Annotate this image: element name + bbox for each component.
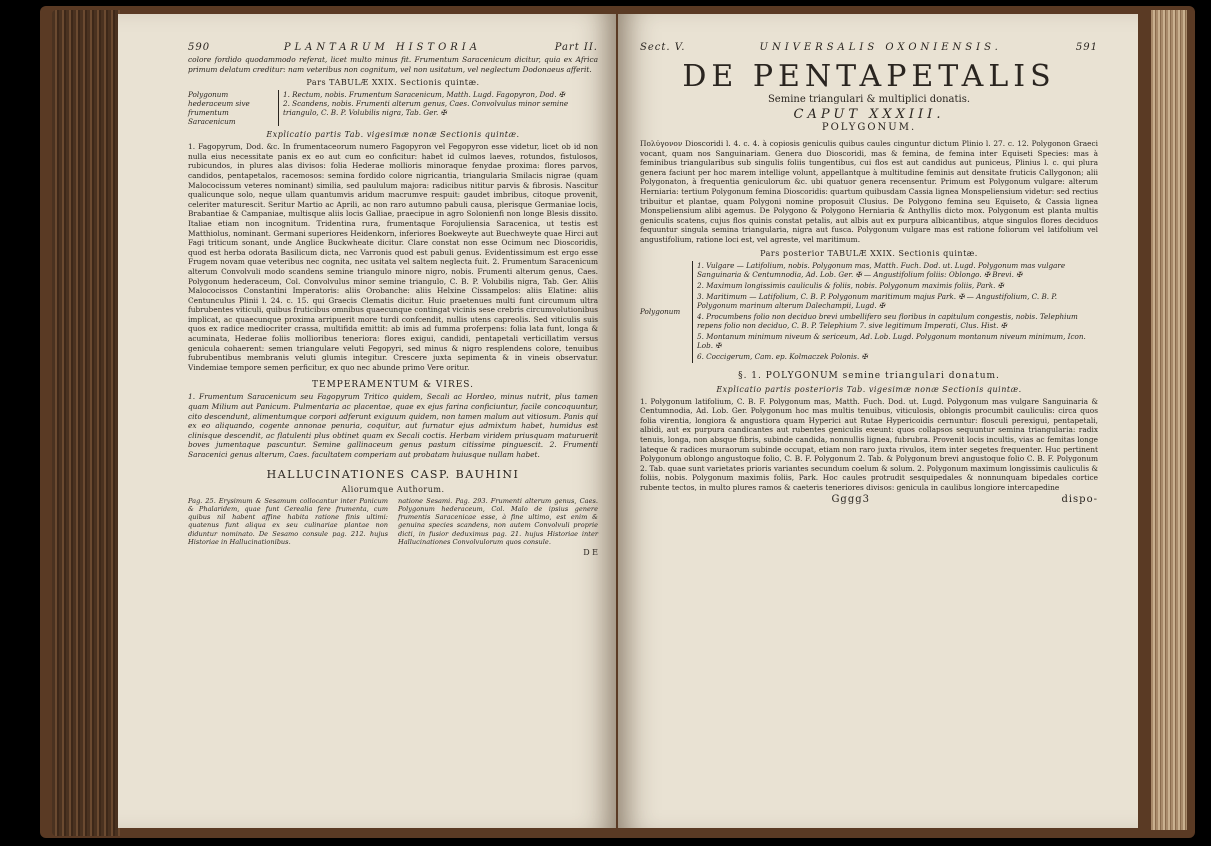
right-page: [618, 14, 1138, 828]
right-running-header: [640, 42, 1098, 53]
genus-heading: POLYGONUM.: [821, 122, 917, 133]
temperament-heading: TEMPERAMENTUM & VIRES.: [312, 380, 474, 391]
left-page: [118, 14, 616, 828]
hallucination-columns: [188, 497, 598, 547]
tree-label: Polygonum: [640, 261, 693, 363]
left-page-edges: [52, 10, 120, 836]
temperament-text: 1. Frumentum Saracenicum seu Fagopyrum Tritico quidem, Secali ac Hordeo, minus nutrit, plus tamen quam Milium aut Panicum. Pulmentaria ac placentae, quae ex ejus farina conficiuntur, facile concoquuntur, cito descendunt, alimentumque corpori adferunt exiguum quidem, non tamen malum aut vitiosum. Panis qui ex eo aliquando, cogente annonae penuria, coquitur, aut furnatur ejus admixtum habet, humidus est clinisque descendit, ac flatulenti plus obtinet quam ex Secali coctis. Herbam viridem priusquam maturuerit boves jumentaque pascuntur. Semine gallinaceum genus pastum citissime pinguescit. 2. Frumenti Saracenici genus alterum, Caes. facultatem comperiam aut probatam huiusque nullam habet.: [188, 392, 598, 459]
right-footer: [640, 494, 1098, 505]
right-page-edges: [1151, 10, 1187, 830]
left-catchword: D E: [583, 548, 598, 558]
chapter-subtitle: Semine triangulari & multiplici donatis.: [767, 94, 971, 105]
right-running-title: UNIVERSALIS OXONIENSIS.: [759, 42, 1002, 53]
left-running-title: PLANTARUM HISTORIA: [283, 42, 481, 53]
polygonum-tree: [640, 261, 1098, 363]
tree-items: [697, 261, 1098, 363]
synopsis-item: 1. Rectum, nobis. Frumentum Saracenicum, Matth. Lugd. Fagopyron, Dod. ✠: [283, 90, 565, 100]
left-table-heading: Pars TABULÆ XXIX. Sectionis quintæ.: [306, 78, 480, 88]
hallucination-heading: HALLUCINATIONES CASP. BAUHINI: [266, 467, 520, 481]
right-page-content: [640, 42, 1098, 507]
left-body-text: 1. Fagopyrum, Dod. &c. In frumentaceorum numero Fagopyron vel Fegopyron esse videtur, licet ob id non nulla eius necessitate panis ex eo aut cum eo conficitur: habet id culmos laeves, rotundos, fistulosos, rubicundos, in plures alas divisos: folia Hederae mollioris minoraque fenydae proxima: flores parvos, candidos, pentapetalos, racemosos: semina fordido colore nigricantia, triangularia Smilacis nigrae (quam Malococissum veteres nominant) similia, sed paululum majora: radicibus nititur parvis & fibrosis. Nascitur qualicunque solo, neque ullam quantumvis aridum macrumve respuit: gaudet imbribus, citoque provenit, celeriter maturescit. Seritur Martio ac Aprili, ac non raro autumno pabuli causa, plerisque Germaniae locis, Brabantiae & Campaniae, multisque aliis locis Galliae, praecipue in agro Solonienfi non longe Blesis dissito. Italiae etiam non incognitum. Tridentina rura, frumentaque Forojuliensia Saracenica, ut testis est Matthiolus, nominant. Germani superiores Heidenkorn, inferiores Boekweyte aut Buechweyte quae Hirci aut Fagi triticum sonant, unde Anglice Buckwheate dicitur. Clare constat non esse Ocimum nec Dioscoridis, quod est herba odorata Basilicum dicta, nec Varronis quod est pabuli genus. Evidentissimum est ergo esse Frugem novam quae veteribus nec cognita, nec usitata vel saltem neglecta fuit. 2. Frumentum Saracenicum alterum Convolvuli modo scandens semine triangulo minore nigro, nobis. Frumenti alterum genus, Caes. Polygonum hederaceum, Col. Convolvulus minor semine triangulo, C. B. P. Volubilis nigra, Tab. Ger. Aliis Malococissos Constantini Imperatoris: aliis Orobanche: aliis Helxine Cissampelos: aliis Elatine: aliis Centunculus Plinii l. 24. c. 15. qui Graecis Clematis dicitur. Huic praetenues multi funt circumum ultra fubrubentes viticuli, quibus fruticibus omnibus quaecunque contingat vicinis sese crebris circumvolutionibus implicat, ac quaecunque proxima arripuerit more turdi confcendit, nullis utens capreolis. Sed viticulis suis quos ex radice mediocriter crassa, multifida emittit: ab imis ad fumma proferpens: folia lata funt, longa & acuminata, Hederae foliis mollioribus teneriora: flores exigui, candidi, pentapetali verticillatim versus genicula cohaerent: semen triangulare veluti Fegopyri, sed minus & nigro resplendens colore, tenuibus fubrubentibus membranis veluti glumis integitur. Crescere juxta sepimenta & in vineis observatur. Vindemiae tempore semen perficitur, ex quo nec abunde primo Vere oritur.: [188, 142, 598, 372]
hallucination-column-1: Pag. 25. Erysimum & Sesamum collocantur inter Panicum & Phalaridem, quae funt Cerealia fere frumenta, cum quibus nil habent affine habita ratione finis ultimi: quatenus funt aliqua ex seu culinariae plantae non diduntur nominato. De Sesamo consule pag. 212. hujus Historiae in Hallucinationibus.: [188, 496, 388, 547]
hallucination-column-2: natione Sesami. Pag. 293. Frumenti alterum genus, Caes. Polygonum hederaceum, Col. Malo de ipsius genere frumentis Saracenicae esse, à fine ultimo, est enim & genuina species scandens, non autem Convolvuli proprie dicti, in fusior deduximus pag. 21. hujus Historiae inter Hallucinationes Convolvulorum quos consule.: [398, 496, 598, 547]
right-intro-text: Πολύγονον Dioscoridi l. 4. c. 4. à copiosis geniculis quibus caules cinguntur dictum Plinio l. 27. c. 12. Polygonon Graeci vocant, quam nos Sanguinariam. Genera duo Dioscoridi, mas & femina, de femina inter Equiseti Species: mas à feminibus triangularibus sub singulis foliis tungentibus, cui flos est aut candidus aut puniceus, Plinius l. c. qui plura genera faciunt per hoc marem intellige volunt, appellantque à multitudine feminis aut densitate fruticis Callygonon; alii Polygonaton, à frequentia geniculorum &c. ubi quatuor genera recensentur. Primum est Polygonum vulgare: alterum Herniaria: tertium Polygonum femina Dioscoridis: quartum quibusdam Cassia lignea Monspeliensium videtur: sed rectius tribuitur et plantae, quam Polygoni nomine proposuit Clusius. De Polygono femina seu Equiseto, & Cassia lignea Monspeliensium alibi agemus. De Polygono & Polygono Herniaria & Anthyllis dicto mox. Polygonum est planta multis geniculis scatens, cujus flos quinis constat petalis, aut albis aut ex purpura albicantibus, atque singulos flores deciduos fequuntur singula semina triangularia, nigra aut fusca. Polygonum vulgare mas est ratione foliorum vel latifolium vel angustifolium, ratione loci est, vel agreste, vel maritimum.: [640, 139, 1098, 244]
right-page-number: 591: [1075, 42, 1098, 53]
left-intro-text: colore fordido quodammodo referat, licet multo minus fit. Frumentum Saracenicum dicitur, quia ex Africa primum delatum creditur: nam veteribus non cognitum, vel non usitatum, vel neglectum Dodonaeus afferit.: [188, 55, 598, 74]
right-explicatio: Explicatio partis posterioris Tab. vigesimæ nonæ Sectionis quintæ.: [716, 384, 1022, 394]
tree-item: 1. Vulgare — Latifolium, nobis. Polygonum mas, Matth. Fuch. Dod. ut. Lugd. Polygonum mas vulgare Sanguinaria & Centumnodia, Ad. Lob. Ger. ✠ — Angustifolium foliis: Oblongo. ✠ Brevi. ✠: [697, 260, 1066, 279]
synopsis-label: Polygonum hederaceum sive frumentum Saracenicum: [188, 90, 279, 126]
right-table-heading: Pars posterior TABULÆ XXIX. Sectionis quintæ.: [760, 248, 978, 258]
left-running-header: [188, 42, 598, 53]
chapter-title: DE PENTAPETALIS: [682, 59, 1056, 94]
left-page-content: [188, 42, 598, 557]
tree-item: 4. Procumbens folio non deciduo brevi umbellifero seu floribus in capitulum congestis, nobis. Telephium repens folio non deciduo, C. B. P. Telephium 7. sive legitimum Imperati, Clus. Hist. ✠: [697, 311, 1078, 330]
synopsis-items: [283, 90, 598, 126]
right-body-text: 1. Polygonum latifolium, C. B. F. Polygonum mas, Matth. Fuch. Dod. ut. Lugd. Polygonum mas vulgare Sanguinaria & Centumnodia, Ad. Lob. Ger. Polygonum hoc mas multis tenuibus, viticulosis, oblongis procumbit cauliculis: circa quos folia virentia, longiora & angustiora quam Hyperici aut Rutae Hypericoidis cernuntur: flosculi perexigui, pentapetali, albidi, aut ex purpura candicantes aut rubentes geniculis exeunt: quos collapsos sequuntur semina triangularia: radix tenuis, longa, non absque fibris, subinde candida, nonnullis lignea, fubrubra. Provenit locis incultis, vias ac femitas longe lateque & radices muraorum subinde occupat, etiam non raro juxta rivulos, item inter segetes frequenter. Huc pertinent Polygonum oblongo angustoque folio, C. B. F. Polygonum 2. Tab. & Polygonum brevi angustoque folio C. B. F. Polygonum 2. Tab. quae sunt varietates prioris variantes secundum coelum & solum. 2. Polygonum maximum longissimis cauliculis & foliis, nobis. Polygonum maximis foliis, Park. Hoc caules protrudit sesquipedales & nonnunquam bipedales cortice rubente tectos, in multo plures ramos & caeteris teneriores divisos: genicula in caulibus longiore intercapedine: [640, 396, 1098, 492]
left-synopsis: [188, 90, 598, 126]
synopsis-item: 2. Scandens, nobis. Frumenti alterum genus, Caes. Convolvulus minor semine triangulo, C. B. P. Volubilis nigra, Tab. Ger. ✠: [283, 99, 569, 118]
right-section-heading: §. 1. POLYGONUM semine triangulari donatum.: [738, 370, 1000, 381]
tree-item: 2. Maximum longissimis cauliculis & foliis, nobis. Polygonum maximis foliis, Park. ✠: [697, 280, 1004, 290]
left-explicatio: Explicatio partis Tab. vigesimæ nonæ Sectionis quintæ.: [266, 130, 520, 140]
left-page-number: 590: [188, 42, 211, 53]
tree-item: 5. Montanum minimum niveum & sericeum, Ad. Lob. Lugd. Polygonum montanum niveum minimum, Icon. Lob. ✠: [697, 331, 1086, 350]
hallucination-subheading: Aliorumque Authorum.: [341, 484, 445, 494]
right-catchword: dispo-: [1061, 494, 1098, 506]
tree-item: 3. Maritimum — Latifolium, C. B. P. Polygonum maritimum majus Park. ✠ — Angustifolium, C. B. P. Polygonum marinum alterum Dalechampii, Lugd. ✠: [697, 291, 1057, 310]
signature-mark: Gggg3: [831, 494, 870, 506]
right-section-label: Sect. V.: [640, 42, 686, 53]
tree-item: 6. Coccigerum, Cam. ep. Kolmaczek Polonis. ✠: [697, 351, 868, 361]
left-part-label: Part II.: [554, 42, 598, 53]
caput-heading: CAPUT XXXIII.: [793, 107, 945, 122]
